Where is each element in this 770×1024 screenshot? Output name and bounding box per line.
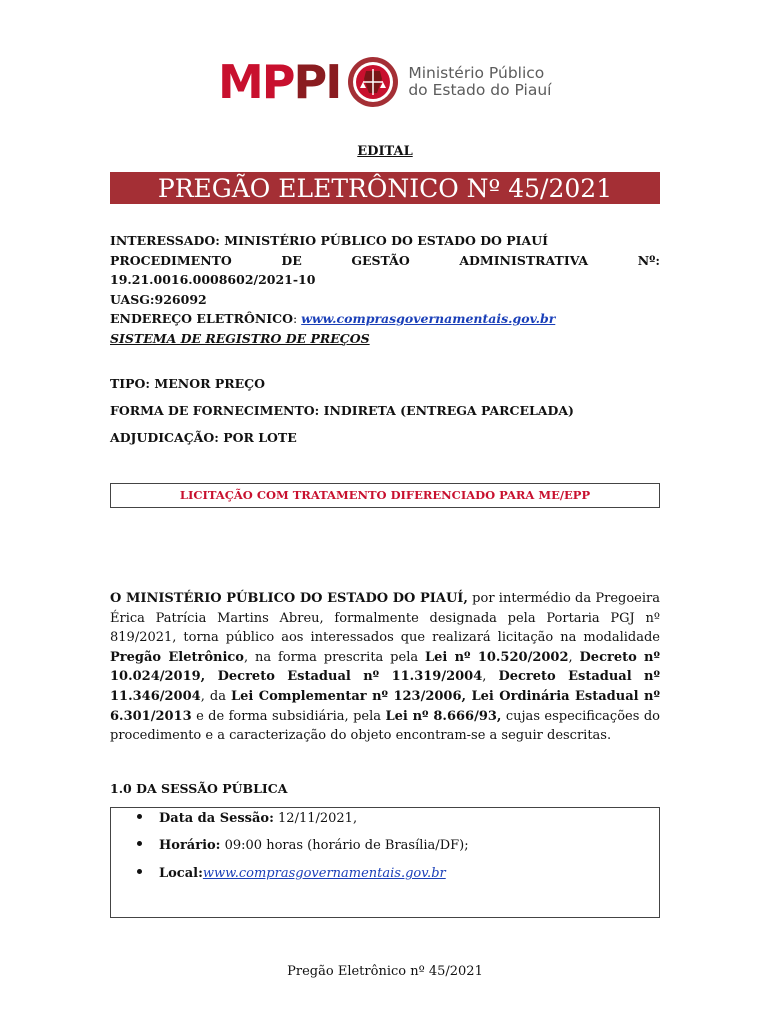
edital-heading: EDITAL — [357, 144, 413, 159]
intro-text: Pregão Eletrônico — [110, 649, 244, 665]
intro-text: Decreto Estadual nº 11.346/2004 — [110, 669, 661, 704]
intro-text: Lei nº 10.520/2002 — [424, 649, 569, 665]
justice-seal-icon — [346, 55, 400, 109]
title-banner: PREGÃO ELETRÔNICO Nº 45/2021 — [110, 172, 660, 204]
logo-pi-text: PI — [293, 55, 341, 109]
sistema-line: SISTEMA DE REGISTRO DE PREÇOS — [110, 330, 370, 346]
intro-text: , da — [200, 688, 231, 704]
endereco-line — [110, 309, 660, 329]
endereco-link[interactable]: www.comprasgovernamentais.gov.br — [301, 311, 556, 326]
session-location-link[interactable]: www.comprasgovernamentais.gov.br — [202, 866, 446, 881]
procedimento-line — [110, 251, 660, 271]
session-date-text — [159, 811, 357, 826]
session-time-text — [159, 838, 469, 853]
session-location-text — [159, 866, 446, 881]
me-epp-notice: LICITAÇÃO COM TRATAMENTO DIFERENCIADO PARA ME/EPP — [110, 483, 660, 508]
procedimento-word: DE — [281, 252, 302, 268]
institution-line-1: Ministério Público — [408, 64, 545, 82]
procedimento-word: Nº: — [637, 252, 660, 268]
intro-text: Decreto nº 10.024/2019, Decreto Estadual nº 11.319/2004 — [110, 649, 661, 685]
intro-text: por intermédio da Pregoeira Érica Patrícia Martins Abreu, formalmente designada pela Portaria PGJ nº 819/2021, torna público aos interessados que realizará licitação na modalidade — [110, 591, 660, 646]
session-time-label: Horário: — [159, 838, 221, 853]
session-date-label: Data da Sessão: — [159, 811, 274, 826]
info-block — [110, 231, 660, 348]
bullet-icon — [137, 814, 142, 819]
page-footer: Pregão Eletrônico nº 45/2021 — [287, 964, 483, 979]
endereco-separator: : — [292, 311, 302, 326]
intro-text: cujas especificações do procedimento e a caracterização do objeto encontram-se a seguir descritas. — [110, 708, 660, 744]
endereco-label: ENDEREÇO ELETRÔNICO — [110, 311, 293, 326]
forma-line: FORMA DE FORNECIMENTO: INDIRETA (ENTREGA PARCELADA) — [110, 403, 574, 418]
intro-text: , — [568, 649, 580, 665]
procedimento-word: GESTÃO — [351, 252, 410, 268]
procedimento-word: ADMINISTRATIVA — [459, 252, 589, 268]
bullet-icon — [137, 869, 142, 874]
session-date-value: 12/11/2021, — [273, 811, 358, 826]
intro-text: , na forma prescrita pela — [243, 649, 425, 665]
intro-text: e de forma subsidiária, pela — [191, 708, 386, 724]
procedimento-word: PROCEDIMENTO — [110, 252, 232, 268]
uasg-line: UASG:926092 — [110, 291, 207, 307]
session-heading: 1.0 DA SESSÃO PÚBLICA — [110, 781, 288, 796]
session-box — [110, 807, 660, 918]
session-location-label: Local: — [159, 866, 203, 881]
intro-text: Lei nº 8.666/93, — [385, 708, 502, 724]
tipo-line: TIPO: MENOR PREÇO — [110, 376, 265, 391]
institution-name — [408, 65, 551, 99]
logo-mp-text: MP — [218, 55, 294, 109]
intro-text: , — [482, 669, 499, 685]
adjudicacao-line: ADJUDICAÇÃO: POR LOTE — [110, 430, 297, 445]
bullet-icon — [137, 841, 142, 846]
intro-text: O MINISTÉRIO PÚBLICO DO ESTADO DO PIAUÍ, — [110, 591, 468, 606]
intro-paragraph — [110, 589, 660, 746]
procedimento-number: 19.21.0016.0008602/2021-10 — [110, 272, 316, 287]
interessado-line: INTERESSADO: MINISTÉRIO PÚBLICO DO ESTADO DO PIAUÍ — [110, 233, 548, 248]
institution-line-2: do Estado do Piauí — [408, 81, 552, 99]
session-time-value: 09:00 horas (horário de Brasília/DF); — [220, 838, 469, 853]
mppi-logo — [218, 50, 551, 114]
intro-text: Lei Complementar nº 123/2006, Lei Ordinária Estadual nº 6.301/2013 — [110, 688, 660, 724]
